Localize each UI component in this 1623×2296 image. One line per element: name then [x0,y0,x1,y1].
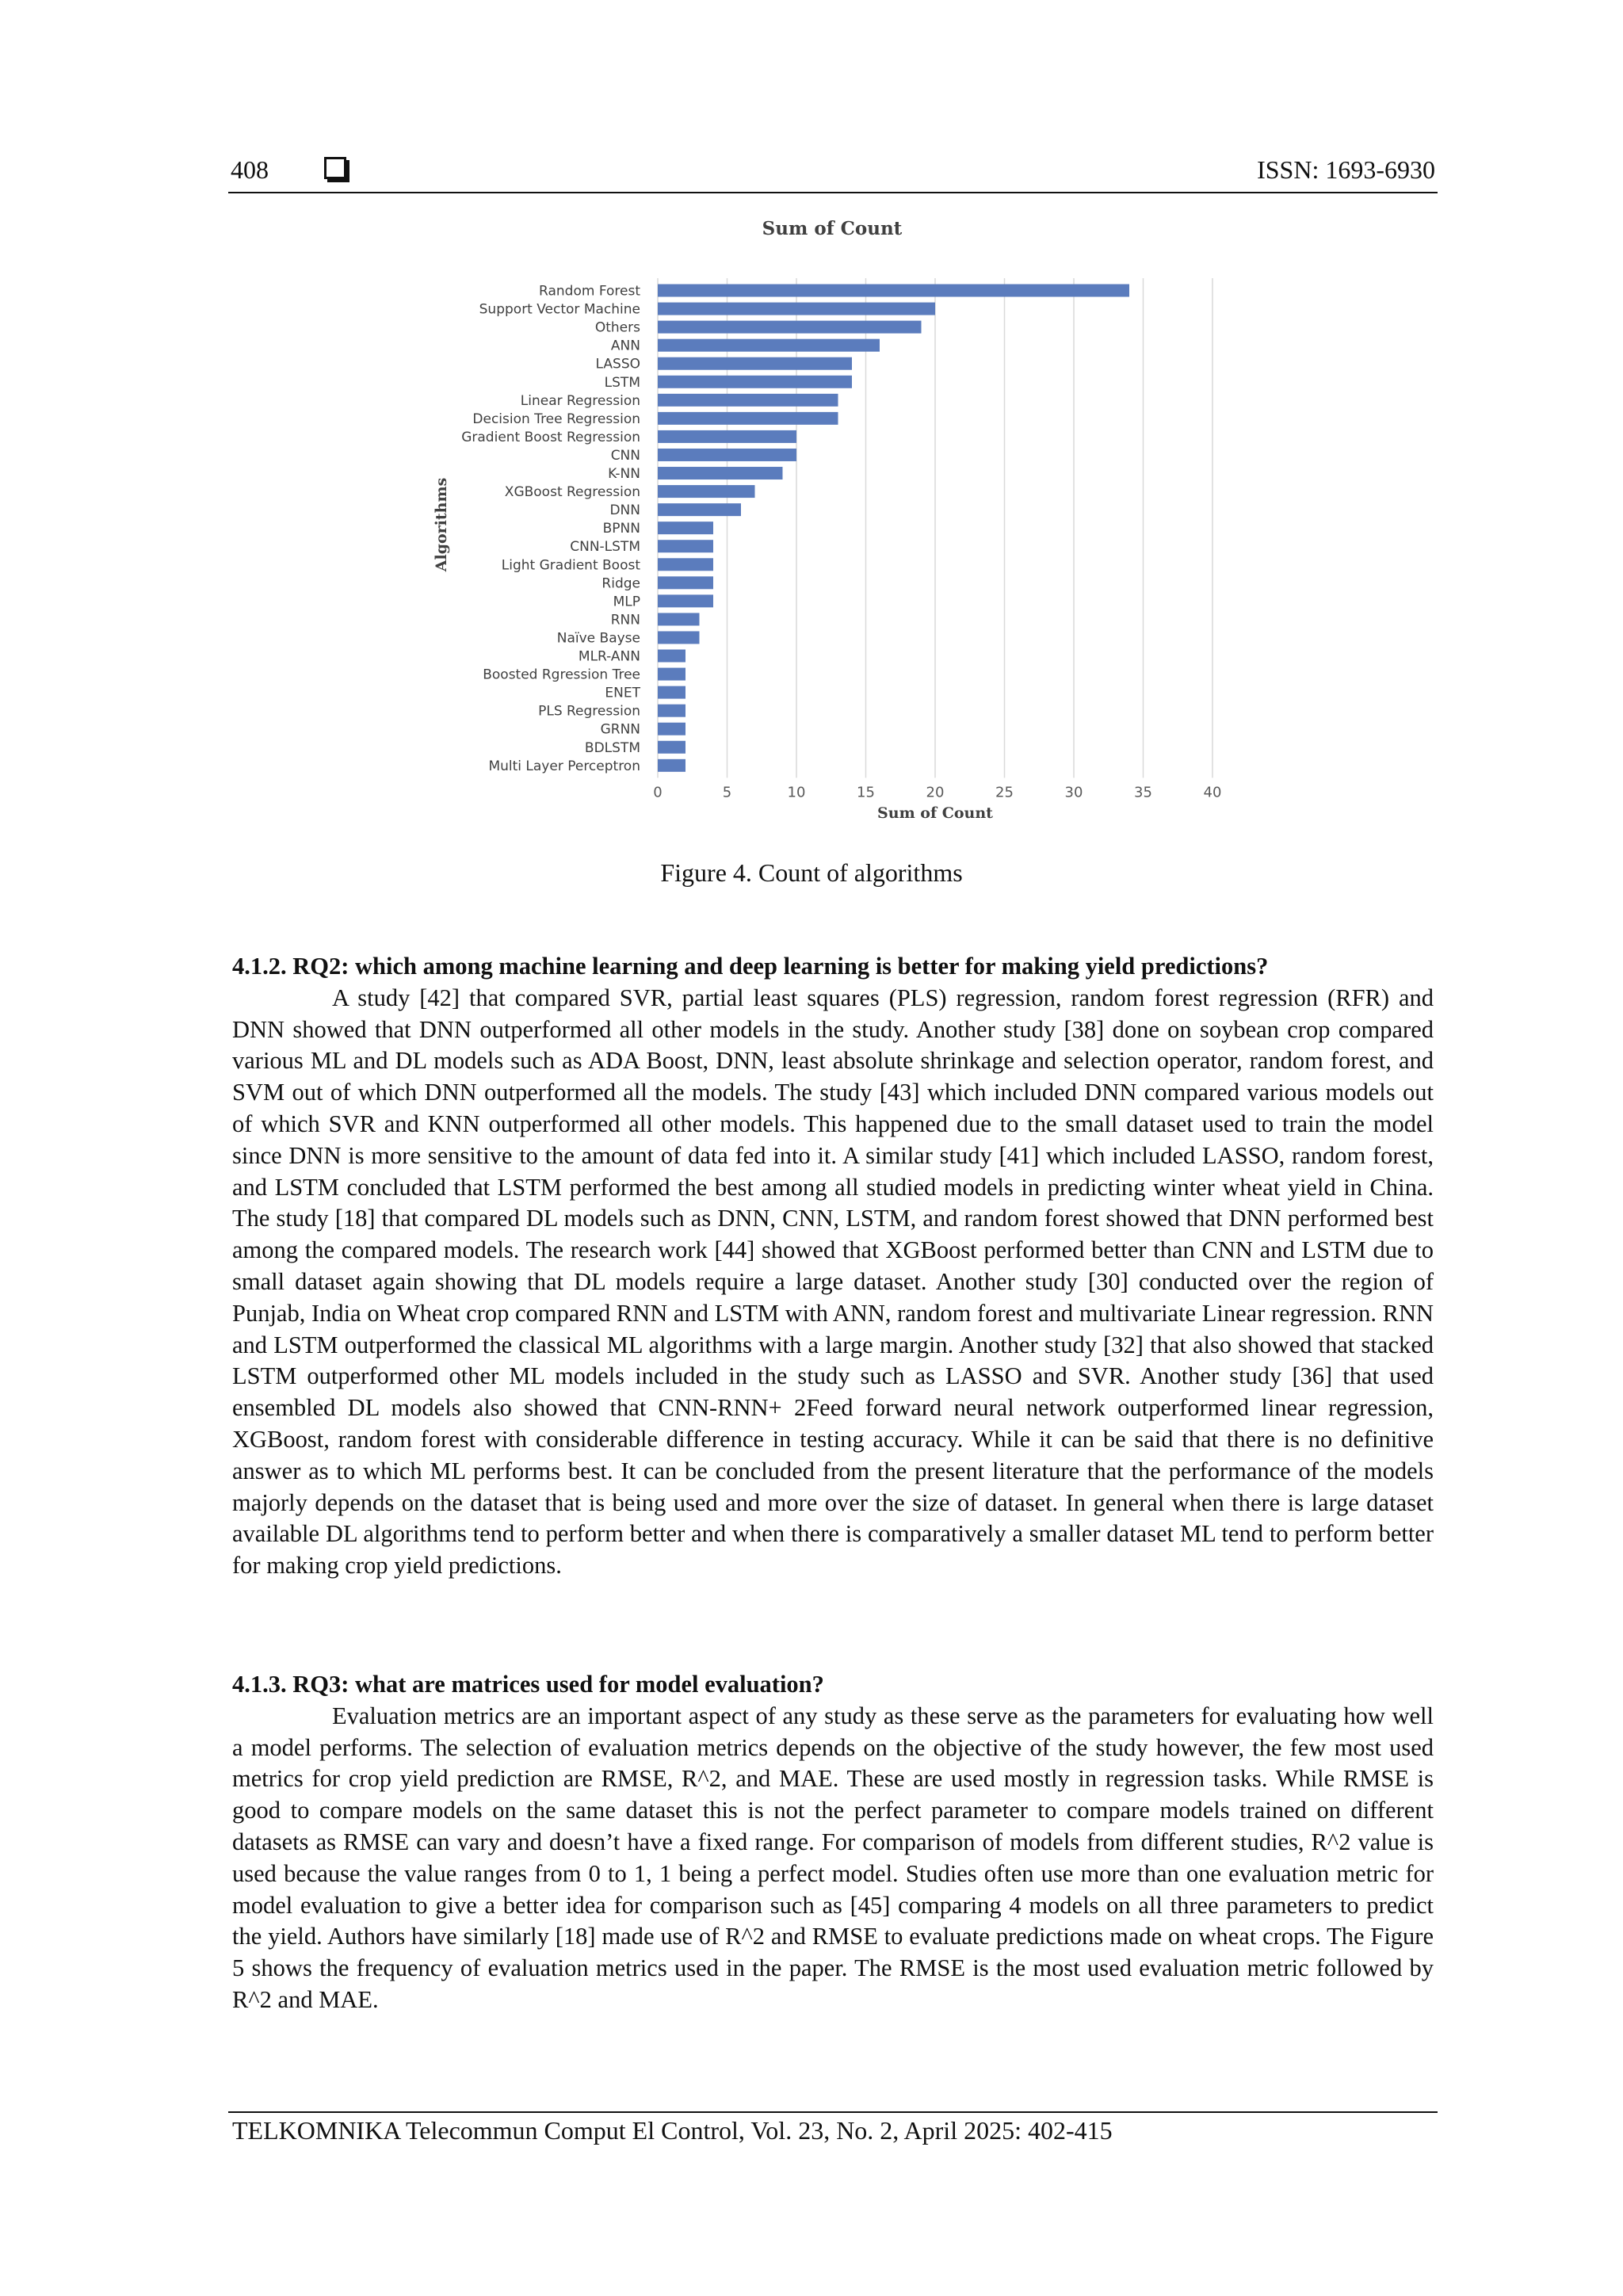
page-header [231,155,1435,195]
category-label: ENET [605,685,640,701]
bar [658,430,796,443]
category-label: Support Vector Machine [479,301,640,318]
category-label: Random Forest [539,283,640,300]
bar [658,741,685,754]
bar [658,723,685,735]
category-label: LASSO [595,356,640,372]
category-label: Boosted Rgression Tree [483,667,640,683]
bar [658,285,1129,297]
bar [658,759,685,772]
category-label: MLR-ANN [578,648,640,665]
bar [658,594,713,607]
category-label: ANN [610,338,640,354]
category-label: MLP [613,594,640,610]
bar [658,376,852,388]
category-label: LSTM [604,374,640,391]
section-rq3 [232,1669,1434,2016]
category-label: RNN [610,612,640,628]
category-label: CNN-LSTM [570,539,640,556]
section-rq3-body: Evaluation metrics are an important aspect of any study as these serve as the parameters for evaluating how well a model performs. The selection of evaluation metrics depends on the objective of the study however, the few most used metrics for crop yield prediction are RMSE, R^2, and MAE. These are used mostly in regression tasks. While RMSE is good to compare models on the same dataset this is not the perfect parameter to compare models trained on different datasets as RMSE can vary and doesn’t have a fixed range. For comparison of models from different studies, R^2 value is used because the value ranges from 0 to 1, 1 being a perfect model. Studies often use more than one evaluation metric for model evaluation to give a better idea for comparison such as [45] comparing 4 models on all three parameters to predict the yield. Authors have similarly [18] made use of R^2 and RMSE to evaluate predictions made on wheat crops. The Figure 5 shows the frequency of evaluation metrics used in the paper. The RMSE is the most used evaluation metric followed by R^2 and MAE. [232,1702,1434,2013]
x-tick-label: 35 [1134,784,1152,801]
category-label: Others [594,319,640,336]
bar [658,412,838,425]
category-label: K-NN [608,466,640,483]
x-tick-label: 10 [787,784,806,801]
bar [658,321,922,334]
x-tick-label: 40 [1203,784,1222,801]
bar [658,613,700,625]
bar [658,339,880,352]
category-label: Linear Regression [520,392,640,409]
bar [658,357,852,370]
category-label: CNN [610,447,640,464]
category-label: BPNN [602,521,640,537]
square-icon [324,157,346,179]
bar [658,668,685,681]
x-tick-label: 25 [995,784,1014,801]
bar [658,394,838,407]
x-tick-label: 30 [1064,784,1083,801]
algorithm-count-chart [428,214,1244,832]
category-label: DNN [609,502,640,519]
x-tick-label: 5 [722,784,732,801]
category-label: Decision Tree Regression [472,411,640,427]
category-label: BDLSTM [584,739,640,756]
page-footer: TELKOMNIKA Telecommun Comput El Control, Vol. 23, No. 2, April 2025: 402-415 [232,2116,1113,2145]
section-rq2-heading: 4.1.2. RQ2: which among machine learning and deep learning is better for making yield predictions? [232,953,1269,980]
category-label: Gradient Boost Regression [461,429,640,445]
bar [658,303,935,315]
category-label: Naïve Bayse [556,630,640,647]
footer-divider [228,2111,1438,2113]
header-divider [228,192,1438,193]
section-rq2-body: A study [42] that compared SVR, partial least squares (PLS) regression, random forest regression (RFR) and DNN showed that DNN outperformed all other models in the study. Another study [38] done on soybean crop compared various ML and DL models such as ADA Boost, DNN, least absolute shrinkage and selection operator, random forest, and SVM out of which DNN outperformed all the models. The study [43] which included DNN compared various models out of which SVR and KNN outperformed all other models. This happened due to the small dataset used to train the model since DNN is more sensitive to the amount of data fed into it. A similar study [41] which included LASSO, random forest, and LSTM concluded that LSTM performed the best among all studied models in predicting winter wheat yield in China. The study [18] that compared DL models such as DNN, CNN, LSTM, and random forest showed that DNN performed best among the compared models. The research work [44] showed that XGBoost performed better than CNN and LSTM due to small dataset again showing that DL models require a large dataset. Another study [30] conducted over the region of Punjab, India on Wheat crop compared RNN and LSTM with ANN, random forest and multivariate Linear regression. RNN and LSTM outperformed the classical ML algorithms with a large margin. Another study [32] that also showed that stacked LSTM outperformed other ML models included in the study such as LASSO and SVR. Another study [36] that used ensembled DL models also showed that CNN-RNN+ 2Feed forward neural network outperformed linear regression, XGBoost, random forest with considerable difference in testing accuracy. While it can be said that there is no definitive answer as to which ML performs best. It can be concluded from the present literature that the performance of the models majorly depends on the dataset that is being used and more over the size of dataset. In general when there is large dataset available DL algorithms tend to perform better and when there is comparatively a smaller dataset ML tend to perform better for making crop yield predictions. [232,984,1434,1580]
category-label: XGBoost Regression [504,484,640,501]
x-axis-title: Sum of Count [877,804,993,822]
category-label: GRNN [600,721,640,738]
chart-title: Sum of Count [762,218,903,239]
category-label: Light Gradient Boost [501,557,640,574]
bar [658,449,796,461]
category-label: PLS Regression [538,703,640,720]
bar [658,540,713,552]
issn-label: ISSN: 1693-6930 [1257,155,1435,184]
section-rq2 [232,951,1434,1582]
bar [658,686,685,699]
bar [658,467,783,479]
category-label: Ridge [601,575,640,592]
section-rq3-heading: 4.1.3. RQ3: what are matrices used for model evaluation? [232,1671,824,1698]
x-tick-label: 15 [857,784,875,801]
bar [658,650,685,663]
bar [658,576,713,589]
bar [658,631,700,644]
bar [658,521,713,534]
bar [658,503,741,516]
bar [658,485,755,498]
bar [658,558,713,571]
page-number: 408 [231,155,269,184]
x-tick-label: 0 [653,784,663,801]
category-label: Multi Layer Perceptron [488,758,640,774]
x-tick-label: 20 [926,784,945,801]
figure-caption: Figure 4. Count of algorithms [660,858,963,887]
y-axis-title: Algorithms [433,477,450,572]
bar [658,705,685,717]
